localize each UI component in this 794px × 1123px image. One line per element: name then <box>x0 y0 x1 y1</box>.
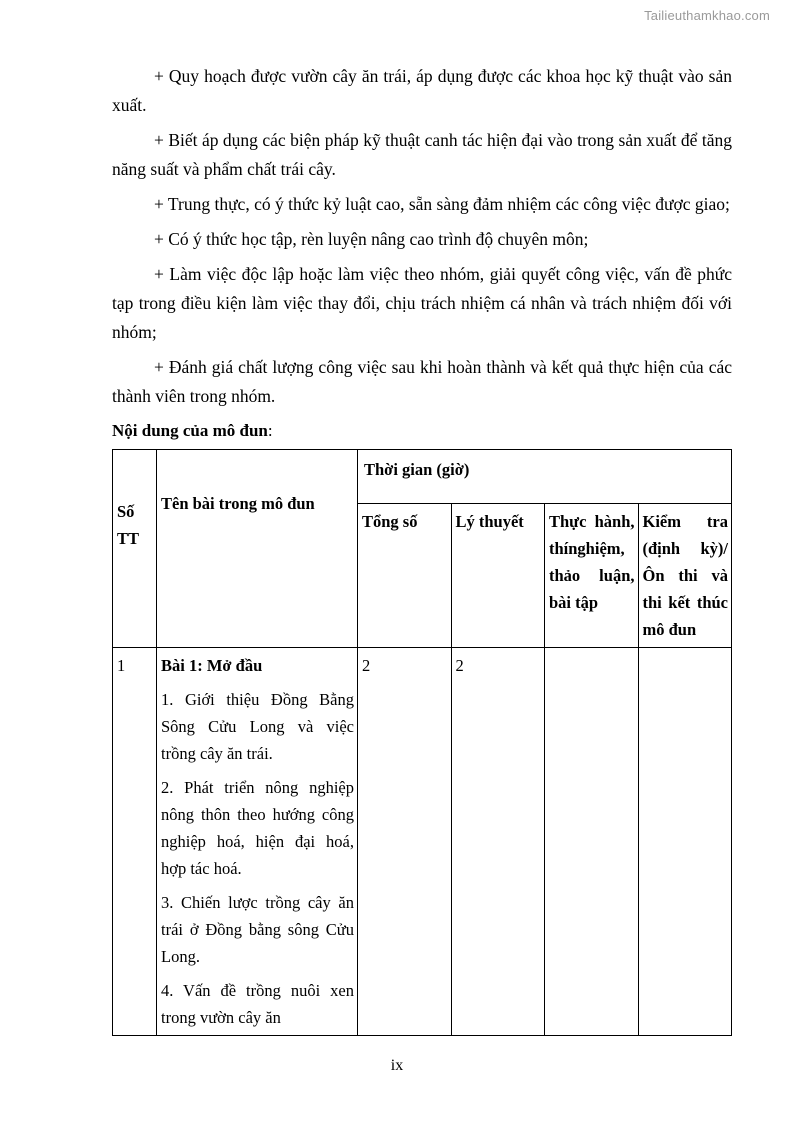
header-cell-tong-so <box>358 504 452 648</box>
row-lesson-item: 1. Giới thiệu Đồng Bằng Sông Cửu Long và việc trồng cây ăn trái. <box>161 690 354 763</box>
row-lesson-item: 3. Chiến lược trồng cây ăn trái ở Đồng bằng sông Cửu Long. <box>161 893 354 966</box>
header-label-kiem-tra: Kiểm tra (định kỳ)/Ôn thi và thi kết thúc mô đun <box>642 512 728 639</box>
header-label-ly-thuyet: Lý thuyết <box>455 512 524 531</box>
section-heading-colon: : <box>267 421 273 440</box>
header-label-tong-so: Tổng số <box>362 512 418 531</box>
watermark-text: Tailieuthamkhao.com <box>644 8 770 23</box>
row-lesson-item: 4. Vấn đề trồng nuôi xen trong vườn cây ăn <box>161 981 354 1027</box>
table-header-row-top <box>113 450 732 504</box>
row-cell-name <box>157 648 358 1036</box>
header-label-name: Tên bài trong mô đun <box>161 494 315 513</box>
row-cell-thuc-hanh <box>545 648 639 1036</box>
header-cell-stt <box>113 450 157 648</box>
module-content-table <box>112 449 732 1036</box>
row-cell-stt <box>113 648 157 1036</box>
section-heading <box>112 419 732 443</box>
row-value-thuc-hanh <box>545 648 638 656</box>
row-value-ly-thuyet: 2 <box>455 656 464 675</box>
header-cell-ly-thuyet <box>451 504 545 648</box>
header-cell-kiem-tra <box>638 504 732 648</box>
paragraph: + Trung thực, có ý thức kỷ luật cao, sẵn sàng đảm nhiệm các công việc được giao; <box>154 194 730 214</box>
paragraph: + Biết áp dụng các biện pháp kỹ thuật canh tác hiện đại vào trong sản xuất để tăng năng suất và phẩm chất trái cây. <box>112 130 732 179</box>
table-row <box>113 648 732 1036</box>
header-label-thuc-hanh: Thực hành, thínghiệm, thảo luận, bài tập <box>549 512 635 612</box>
row-lesson-item: 2. Phát triển nông nghiệp nông thôn theo hướng công nghiệp hoá, hiện đại hoá, hợp tác hoá. <box>161 778 354 878</box>
paragraph: + Làm việc độc lập hoặc làm việc theo nhóm, giải quyết công việc, vấn đề phức tạp trong điều kiện làm việc thay đổi, chịu trách nhiệm cá nhân và trách nhiệm đối với nhóm; <box>112 264 732 342</box>
row-cell-kiem-tra <box>638 648 732 1036</box>
header-label-stt: Số TT <box>117 502 140 548</box>
header-cell-time-group <box>358 450 732 504</box>
header-cell-name <box>157 450 358 648</box>
row-cell-tong-so <box>358 648 452 1036</box>
page-number: ix <box>390 1057 404 1074</box>
paragraph: + Đánh giá chất lượng công việc sau khi hoàn thành và kết quả thực hiện của các thành viên trong nhóm. <box>112 357 732 406</box>
row-cell-ly-thuyet <box>451 648 545 1036</box>
row-value-tong-so: 2 <box>362 656 371 675</box>
paragraph: + Quy hoạch được vườn cây ăn trái, áp dụng được các khoa học kỹ thuật vào sản xuất. <box>112 66 732 115</box>
row-value-kiem-tra <box>639 648 732 656</box>
paragraph: + Có ý thức học tập, rèn luyện nâng cao trình độ chuyên môn; <box>154 229 589 249</box>
row-content-name <box>157 648 357 1035</box>
header-cell-thuc-hanh <box>545 504 639 648</box>
row-value-stt: 1 <box>117 656 126 675</box>
row-lesson-title: Bài 1: Mở đầu <box>161 656 263 675</box>
document-body <box>112 62 732 1036</box>
header-label-time-group: Thời gian (giờ) <box>364 460 470 479</box>
section-heading-label: Nội dung của mô đun <box>112 421 268 440</box>
